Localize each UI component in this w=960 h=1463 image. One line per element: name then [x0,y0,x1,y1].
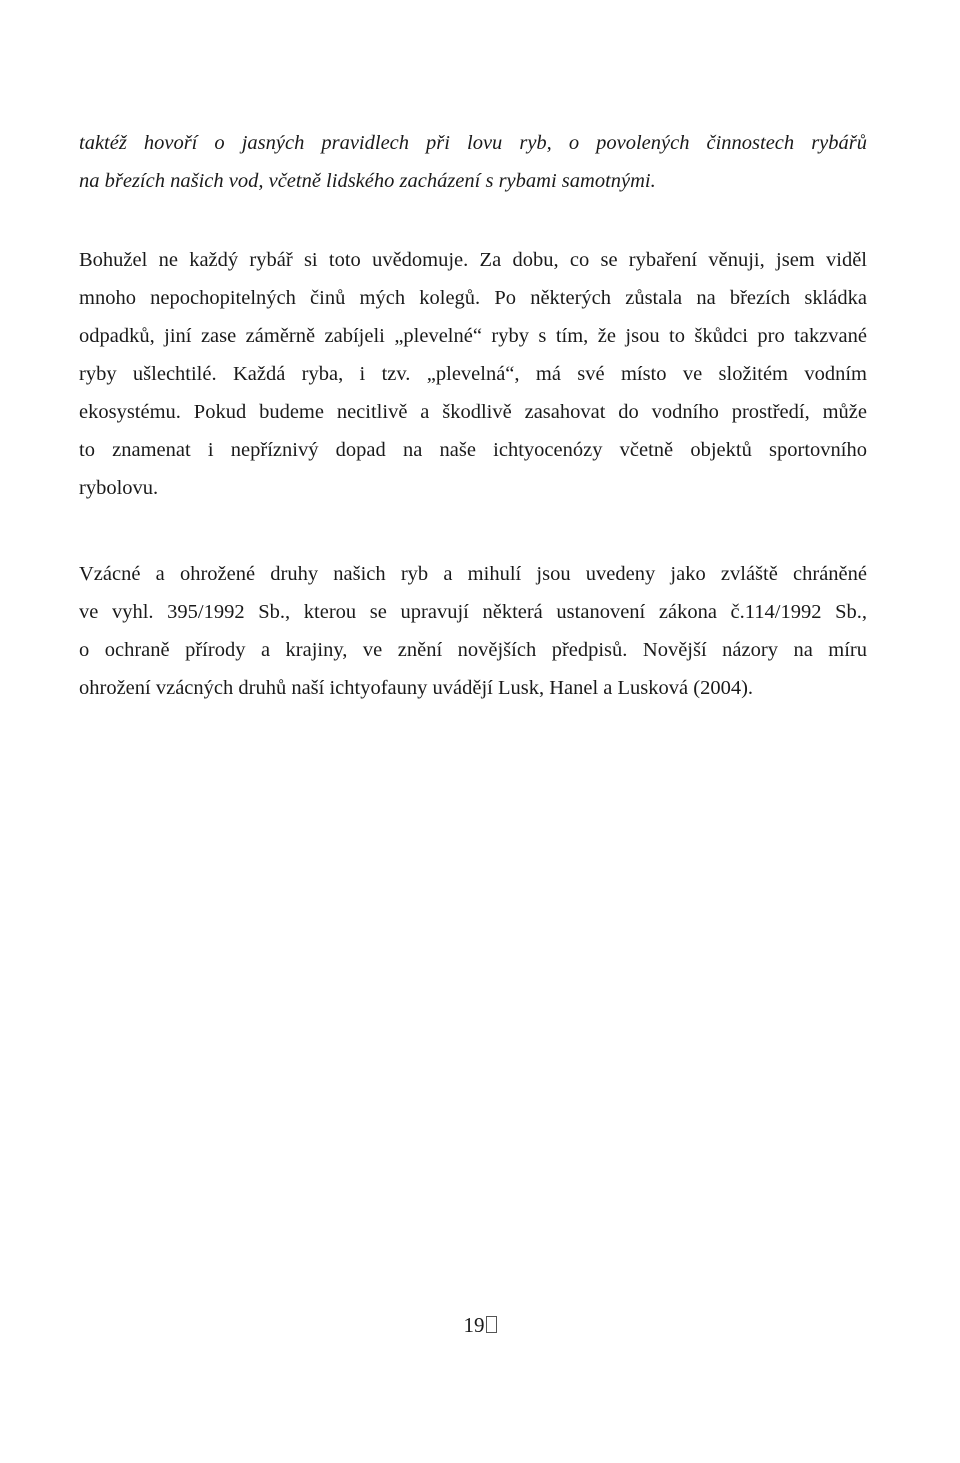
paragraph-intro [79,124,867,200]
text-line: odpadků, jiní zase záměrně zabíjeli „plevelné“ ryby s tím, že jsou to škůdci pro takzvané [79,325,867,347]
text-line: ekosystému. Pokud budeme necitlivě a škodlivě zasahovat do vodního prostředí, může [79,401,867,423]
paragraph-bohuzel [79,241,867,507]
text-line: to znamenat i nepříznivý dopad na naše ichtyocenózy včetně objektů sportovního [79,439,867,461]
text-line: mnoho nepochopitelných činů mých kolegů. Po některých zůstala na březích skládka [79,287,867,309]
text-line: Vzácné a ohrožené druhy našich ryb a mihulí jsou uvedeny jako zvláště chráněné [79,563,867,585]
text-line: ve vyhl. 395/1992 Sb., kterou se upravují některá ustanovení zákona č.114/1992 Sb., [79,601,867,623]
text-line: taktéž hovoří o jasných pravidlech při lovu ryb, o povolených činnostech rybářů [79,132,867,154]
page-number [0,1313,960,1338]
text-line: ohrožení vzácných druhů naší ichtyofauny uvádějí Lusk, Hanel a Lusková (2004). [79,677,754,699]
page-number-text: 19 [463,1313,485,1337]
missing-glyph-box [486,1316,497,1333]
text-line: rybolovu. [79,477,159,499]
paragraph-vzacne [79,555,867,707]
text-line: Bohužel ne každý rybář si toto uvědomuje. Za dobu, co se rybaření věnuji, jsem viděl [79,249,867,271]
text-line: ryby ušlechtilé. Každá ryba, i tzv. „plevelná“, má své místo ve složitém vodním [79,363,867,385]
text-line: na březích našich vod, včetně lidského zacházení s rybami samotnými. [79,170,656,192]
text-line: o ochraně přírody a krajiny, ve znění novějších předpisů. Novější názory na míru [79,639,867,661]
